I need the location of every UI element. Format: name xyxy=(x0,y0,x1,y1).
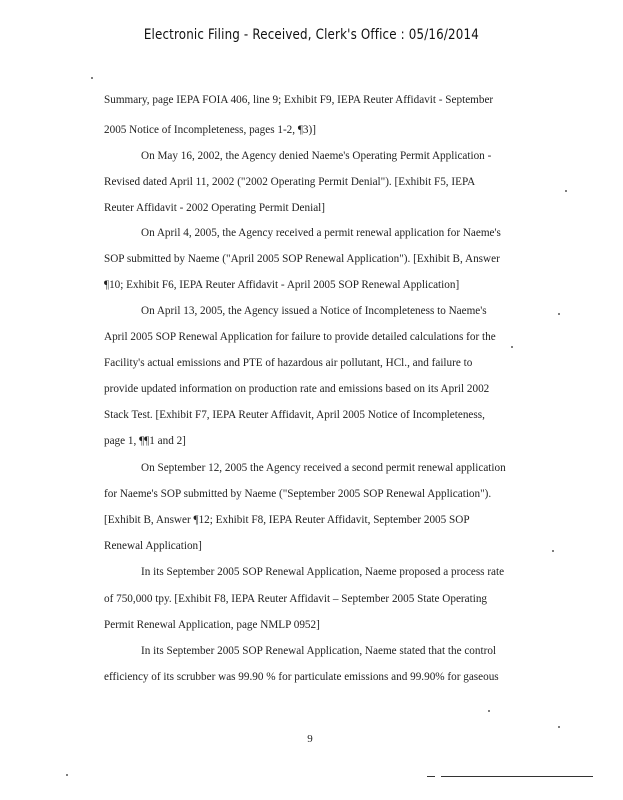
filing-stamp-header: Electronic Filing - Received, Clerk's Office : 05/16/2014 xyxy=(143,27,479,43)
scan-speck xyxy=(558,313,560,315)
text-line: SOP submitted by Naeme ("April 2005 SOP Renewal Application"). [Exhibit B, Answer xyxy=(104,253,500,265)
scan-speck xyxy=(91,77,93,79)
text-line: On April 13, 2005, the Agency issued a Notice of Incompleteness to Naeme's xyxy=(141,305,487,317)
footer-rule-dash xyxy=(427,776,435,777)
text-line: 2005 Notice of Incompleteness, pages 1-2, ¶3)] xyxy=(104,124,316,136)
text-line: On September 12, 2005 the Agency received a second permit renewal application xyxy=(141,462,506,474)
text-line: ¶10; Exhibit F6, IEPA Reuter Affidavit - April 2005 SOP Renewal Application] xyxy=(104,279,460,291)
text-line: Permit Renewal Application, page NMLP 0952] xyxy=(104,619,320,631)
text-line: On April 4, 2005, the Agency received a permit renewal application for Naeme's xyxy=(141,227,501,239)
scan-speck xyxy=(66,774,68,776)
text-line: Stack Test. [Exhibit F7, IEPA Reuter Affidavit, April 2005 Notice of Incompleteness, xyxy=(104,409,485,421)
text-line: provide updated information on production rate and emissions based on its April 2002 xyxy=(104,383,490,395)
scan-speck xyxy=(488,710,490,712)
page-number: 9 xyxy=(307,733,313,745)
text-line: [Exhibit B, Answer ¶12; Exhibit F8, IEPA Reuter Affidavit, September 2005 SOP xyxy=(104,514,470,526)
text-line: April 2005 SOP Renewal Application for failure to provide detailed calculations for the xyxy=(104,331,496,343)
scan-speck xyxy=(565,190,567,192)
scan-speck xyxy=(552,550,554,552)
text-line: Reuter Affidavit - 2002 Operating Permit Denial] xyxy=(104,202,326,214)
text-line: Revised dated April 11, 2002 ("2002 Operating Permit Denial"). [Exhibit F5, IEPA xyxy=(104,176,476,188)
scan-speck xyxy=(511,346,513,348)
text-line: In its September 2005 SOP Renewal Application, Naeme stated that the control xyxy=(141,645,497,657)
text-line: In its September 2005 SOP Renewal Application, Naeme proposed a process rate xyxy=(141,566,505,578)
text-line: Renewal Application] xyxy=(104,540,202,552)
scan-speck xyxy=(558,726,560,728)
footer-rule xyxy=(441,776,593,777)
text-line: efficiency of its scrubber was 99.90 % for particulate emissions and 99.90% for gaseous xyxy=(104,671,499,683)
text-line: On May 16, 2002, the Agency denied Naeme's Operating Permit Application - xyxy=(141,150,492,162)
text-line: Facility's actual emissions and PTE of hazardous air pollutant, HCl., and failure to xyxy=(104,357,473,369)
text-line: for Naeme's SOP submitted by Naeme ("September 2005 SOP Renewal Application"). xyxy=(104,488,492,500)
text-line: Summary, page IEPA FOIA 406, line 9; Exhibit F9, IEPA Reuter Affidavit - September xyxy=(104,94,494,106)
text-line: of 750,000 tpy. [Exhibit F8, IEPA Reuter Affidavit – September 2005 State Operating xyxy=(104,593,488,605)
text-line: page 1, ¶¶1 and 2] xyxy=(104,435,186,447)
